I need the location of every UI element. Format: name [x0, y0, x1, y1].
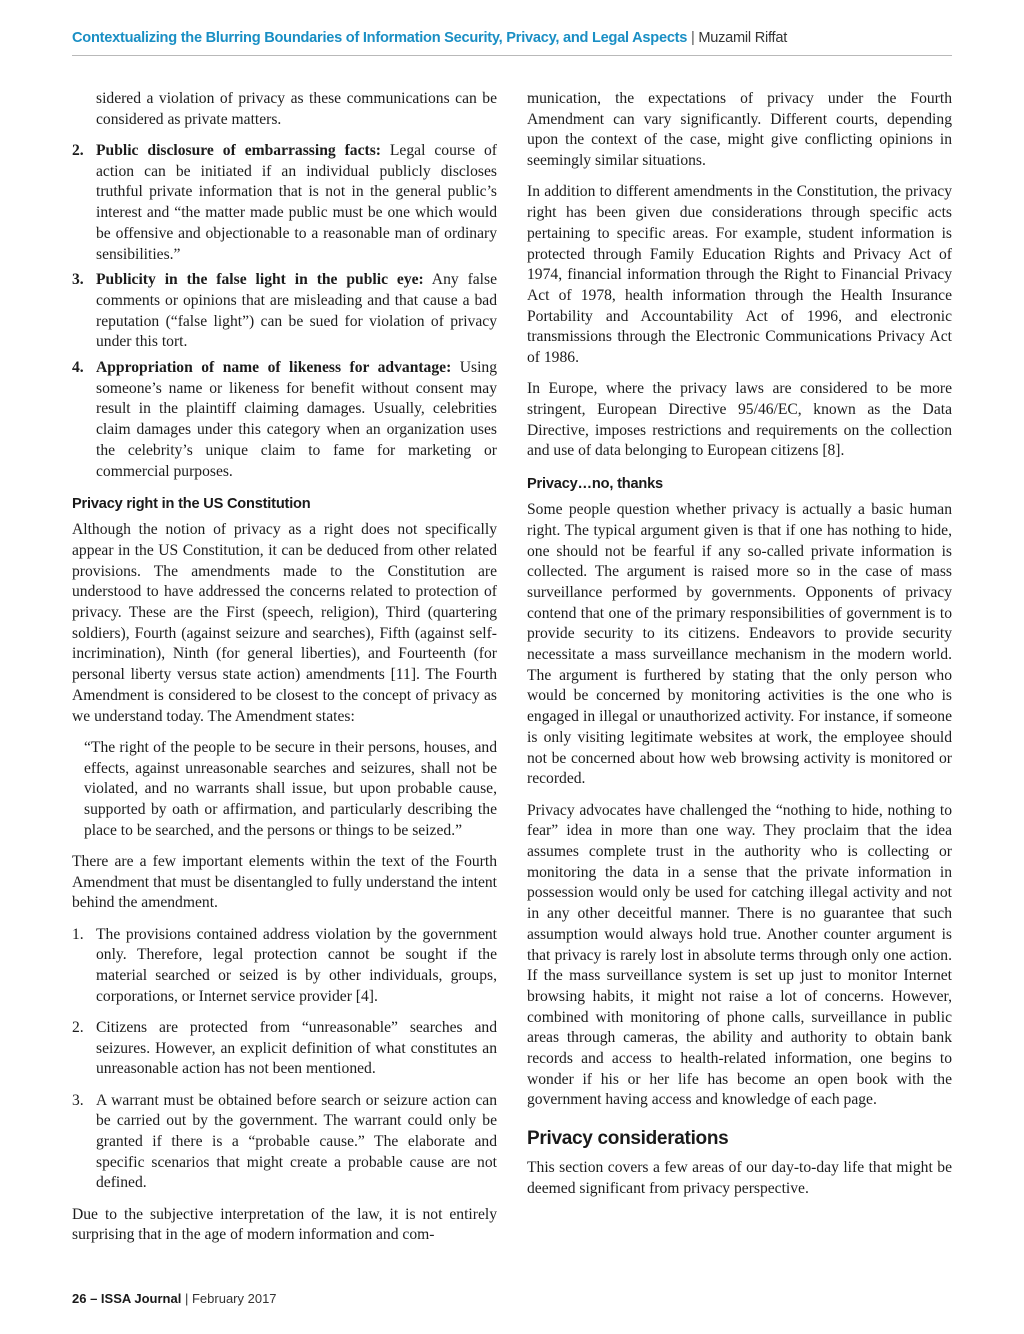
list-item [72, 925, 497, 1008]
fourth-amendment-quote: “The right of the people to be secure in their persons, houses, and effects, against unreasonable searches and seizures, shall not be violated, and no warrants shall issue, but upon probable cause, supported by oath or affirmation, and particularly describing the place to be searched, and the persons or things to be seized.” [84, 738, 497, 839]
list-number: 3. [72, 271, 84, 289]
list-number: 2. [72, 1019, 84, 1036]
paragraph: There are a few important elements within the text of the Fourth Amendment that must be disentangled to fully understand the intent behind the amendment. [72, 852, 497, 912]
header-rule [72, 55, 952, 56]
page-footer [72, 1290, 277, 1308]
list-text: The provisions contained address violation by the government only. Therefore, legal protection cannot be sought if the material searched or seized is by other individuals, groups, corporations, or Internet service provider [4]. [96, 925, 497, 1005]
amendment-elements-list [72, 925, 497, 1194]
list-number: 3. [72, 1091, 84, 1109]
list-text: Citizens are protected from “unreasonable” searches and seizures. However, an explicit definition of what constitutes an unreasonable action has not been mentioned. [96, 1019, 497, 1078]
running-header [72, 28, 952, 48]
list-item [72, 1091, 497, 1195]
list-item [72, 1018, 497, 1080]
footer-separator: | [184, 1291, 189, 1306]
section-heading-considerations: Privacy considerations [527, 1128, 729, 1150]
list-number: 1. [72, 925, 84, 943]
left-column [72, 89, 497, 1246]
list-text: Legal course of action can be initiated if an individual publicly discloses truthful private information that is not in the general public’s interest and “the matter made public must be one which would be offensive and objectionable to a reasonable man of ordinary sensibilities.” [96, 142, 497, 263]
list-lead: Public disclosure of embarrassing facts: [96, 142, 381, 159]
list-text: Any false comments or opinions that are misleading and that cause a bad reputation (“false light”) can be sued for violation of privacy under this tort. [96, 271, 498, 351]
article-title: Contextualizing the Blurring Boundaries of Information Security, Privacy, and Legal Aspects [72, 30, 688, 46]
list-lead: Publicity in the false light in the public eye: [96, 271, 424, 289]
list-text: Using someone’s name or likeness for benefit without consent may result in the plaintiff claiming damages. Usually, celebrities claim damages under this category when an organization uses the celebrity’s unique claim to fame for marketing or commercial purposes. [96, 359, 498, 480]
page-number-label: 26 – ISSA Journal [72, 1291, 182, 1306]
right-column [527, 89, 952, 1210]
list-lead: Appropriation of name of likeness for advantage: [96, 359, 452, 377]
section-heading-constitution: Privacy right in the US Constitution [72, 496, 311, 513]
list-text: A warrant must be obtained before search or seizure action can be carried out by the government. The warrant could only be granted if there is a “probable cause.” The elaborate and specific scenarios that might create a probable cause are not defined. [96, 1091, 497, 1192]
paragraph: Some people question whether privacy is actually a basic human right. The typical argument given is that if one has nothing to hide, one should not be fearful if any so-called private information is collected. The argument is raised more so in the case of mass surveillance performed by governments. Opponents of privacy contend that one of the primary responsibilities of government is to provide security to its citizens. Endeavors to provide security necessitate a mass surveillance mechanism in the modern world. The argument is furthered by stating that the only person who would be concerned by monitoring activities is the one who is engaged in illegal or unauthorized activity. For instance, if someone is only visiting legitimate websites at work, the employee should not be concerned about how web browsing activity is monitored or recorded. [527, 501, 952, 788]
issue-date: February 2017 [191, 1291, 277, 1306]
list-number: 4. [72, 359, 84, 377]
tort-1-continuation: sidered a violation of privacy as these communications can be considered as private matters. [96, 90, 497, 128]
list-number: 2. [72, 142, 84, 159]
list-item [72, 141, 497, 265]
paragraph: munication, the expectations of privacy under the Fourth Amendment can vary significantly. Different courts, depending upon the context of the case, might give conflicting opinions in seemingly similar situations. [527, 90, 952, 170]
article-author: Muzamil Riffat [698, 30, 788, 46]
paragraph: Although the notion of privacy as a right does not specifically appear in the US Constitution, it can be deduced from other related provisions. The amendments made to the Constitution are understood to have addressed the concerns related to protection of privacy. These are the First (speech, religion), Third (quartering soldiers), Fourth (against seizure and searches), Fifth (against self-incrimination), Ninth (for general liberties), and Fourteenth (for personal liberty versus state action) amendments [11]. The Fourth Amendment is considered to be closest to the concept of privacy as we understand today. The Amendment states: [72, 521, 497, 725]
paragraph: In Europe, where the privacy laws are considered to be more stringent, European Directive 95/46/EC, known as the Data Directive, imposes restrictions and requirements on the collection and use of data belonging to European citizens [8]. [527, 380, 952, 460]
privacy-torts-list [72, 141, 497, 482]
paragraph: Privacy advocates have challenged the “nothing to hide, nothing to fear” idea in more than one way. They proclaim that the idea assumes complete trust in the authority who is collecting or monitoring the data in a sense that the private information in possession would only be used for catching illegal activity and not in any other deceitful manner. There is no guarantee that such assumption would always hold true. Another counter argument is that privacy is rarely lost in absolute terms through only one action. If the mass surveillance system is set up just to monitor Internet browsing habits, it might not raise a lot of concerns. However, combined with monitoring of phone calls, surveillance in public areas through cameras, the ability and authority to obtain bank records and access to health-related information, one begins to wonder if his or her life has become an open book with the government having access and knowledge of each page. [527, 801, 952, 1109]
list-item [72, 358, 497, 482]
paragraph: In addition to different amendments in the Constitution, the privacy right has been given due considerations through specific acts pertaining to specific areas. For example, student information is protected through Family Education Rights and Privacy Act of 1974, financial information through the Right to Financial Privacy Act of 1978, health information through the Health Insurance Portability and Accountability Act of 1996, and electronic transmissions through the Electronic Communications Privacy Act of 1986. [527, 183, 952, 367]
list-item [72, 270, 497, 353]
section-heading-no-thanks: Privacy…no, thanks [527, 476, 663, 493]
paragraph: This section covers a few areas of our day-to-day life that might be deemed significant from privacy perspective. [527, 1159, 952, 1197]
paragraph: Due to the subjective interpretation of the law, it is not entirely surprising that in the age of modern information and com- [72, 1205, 497, 1244]
header-separator: | [690, 30, 695, 46]
